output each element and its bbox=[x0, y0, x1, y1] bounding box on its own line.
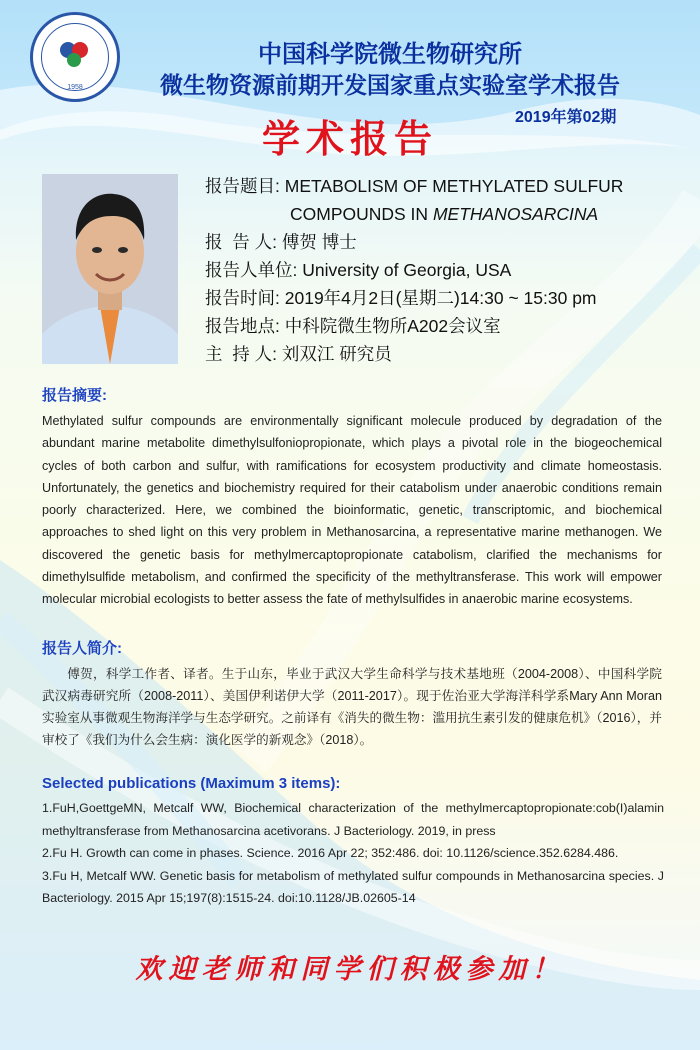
publication-item: 2.Fu H. Growth can come in phases. Science. 2016 Apr 22; 352:486. doi: 10.1126/science.352.6284.486. bbox=[42, 846, 619, 860]
location-row bbox=[205, 312, 675, 340]
logo-year: 1958 bbox=[67, 84, 83, 91]
title-label: 报告题目: bbox=[205, 176, 280, 196]
institute-name: 中国科学院微生物研究所 bbox=[258, 40, 522, 68]
host-label: 主 持 人: bbox=[205, 344, 277, 364]
talk-time: 2019年4月2日(星期二)14:30 ~ 15:30 pm bbox=[284, 288, 597, 308]
bio-text bbox=[42, 663, 662, 751]
talk-title-row2 bbox=[205, 200, 675, 228]
abstract-text: Methylated sulfur compounds are environmentally significant molecule produced by degradation of the abundant marine metabolite dimethylsulfoniopropionate, which plays a pivotal role in the biogeochemical cycles of both carbon and sulfur, with ramifications for ecosystem productivity and climate homeostasis. Unfortunately, the genetics and biochemistry required for their catabolism under anaerobic conditions remain poorly characterized. Here, we combined the bioinformatic, genetic, transcriptomic, and biochemical approaches to shed light on this very problem in Methanosarcina, a representative marine methanogen. We discovered the genetic basis for methylmercaptopropionate catabolism, clarified the mechanisms for dimethylsulfide metabolism, and confirmed the specificity of the methyltransferase. This work will empower molecular microbial ecologists to better assess the fate of methylsulfides in anaerobic marine ecosystems. bbox=[42, 414, 662, 607]
poster-header bbox=[0, 0, 700, 175]
affiliation-row bbox=[205, 256, 675, 284]
logo-ring bbox=[41, 23, 109, 91]
issue-number: 2019年第02期 bbox=[515, 109, 617, 126]
talk-title-line2: COMPOUNDS IN bbox=[290, 204, 433, 224]
bio-paragraph: 傅贺，科学工作者、译者。生于山东，毕业于武汉大学生命科学与技术基地班（2004-2008）、中国科学院武汉病毒研究所（2008-2011）、美国伊利诺伊大学（2011-2017）。现于佐治亚大学海洋科学系Mary Ann Moran实验室从事微观生物海洋学与生态学研究。之前译有《消失的微生物：滥用抗生素引发的健康危机》（2016），并审校了《我们为什么会生病：演化医学的新观念》（2018）。 bbox=[42, 667, 662, 747]
lab-name: 微生物资源前期开发国家重点实验室学术报告 bbox=[160, 73, 620, 99]
time-row bbox=[205, 284, 675, 312]
page-title: 学术报告 bbox=[261, 117, 438, 161]
speaker-photo bbox=[42, 174, 178, 364]
speaker-name: 傅贺 博士 bbox=[281, 232, 357, 252]
publications-heading: Selected publications (Maximum 3 items): bbox=[42, 775, 341, 792]
affiliation-label: 报告人单位: bbox=[205, 260, 298, 280]
speaker-portrait-image bbox=[42, 174, 178, 364]
speaker-affiliation: University of Georgia, USA bbox=[302, 260, 512, 280]
talk-location: 中科院微生物所A202会议室 bbox=[284, 316, 501, 336]
welcome-message: 欢迎老师和同学们积极参加！ bbox=[135, 954, 565, 985]
talk-title-line1: METABOLISM OF METHYLATED SULFUR bbox=[284, 176, 624, 196]
host-name: 刘双江 研究员 bbox=[281, 344, 392, 364]
institute-logo bbox=[30, 12, 120, 102]
talk-title-genus: METHANOSARCINA bbox=[432, 204, 599, 224]
talk-title-row bbox=[205, 172, 675, 200]
publications-list bbox=[42, 797, 664, 910]
logo-emblem-icon bbox=[42, 24, 107, 89]
publication-item: 3.Fu H, Metcalf WW. Genetic basis for metabolism of methylated sulfur compounds in Methanosarcina species. J Bacteriology. 2015 Apr 15;197(8):1515-24. doi:10.1128/JB.02605-14 bbox=[42, 868, 664, 905]
speaker-label: 报 告 人: bbox=[205, 232, 277, 252]
location-label: 报告地点: bbox=[205, 316, 280, 336]
talk-info bbox=[205, 172, 675, 368]
bio-heading: 报告人简介: bbox=[42, 640, 122, 657]
speaker-row bbox=[205, 228, 675, 256]
time-label: 报告时间: bbox=[205, 288, 280, 308]
abstract-heading: 报告摘要: bbox=[42, 387, 107, 404]
host-row bbox=[205, 340, 675, 368]
publication-item: 1.FuH,GoettgeMN, Metcalf WW, Biochemical characterization of the methylmercaptopropionate:cob(I)alamin methyltransferase from Methanosarcina acetivorans. J Bacteriology. 2019, in press bbox=[42, 801, 664, 838]
